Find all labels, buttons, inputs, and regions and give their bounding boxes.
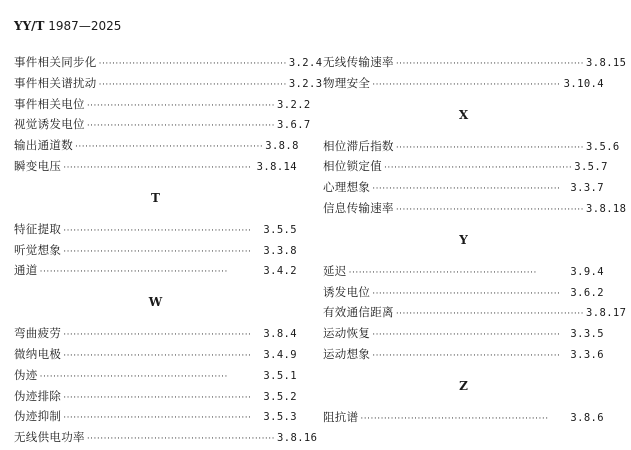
index-term: 事件相关同步化 [14,55,97,69]
clause-reference: 3.5.1 [263,369,297,382]
index-term: 物理安全 [323,75,371,90]
index-column-right [323,52,627,428]
dot-leader: ························································ [372,330,561,341]
index-entry [14,260,297,281]
index-term: 信息传输速率 [323,200,394,215]
index-group [323,136,627,219]
clause-reference: 3.5.3 [263,411,297,424]
dot-leader: ························································ [395,142,585,153]
clause-reference: 3.6.7 [277,119,311,132]
dot-leader: ························································ [395,309,585,320]
index-group [14,219,297,281]
index-term: 运动想象 [323,346,371,361]
index-term: 运动恢复 [323,326,371,341]
clause-reference: 3.3.6 [570,348,604,361]
index-group [323,261,627,365]
clause-reference: 3.8.17 [586,307,627,320]
clause-reference: 3.8.16 [277,432,318,445]
index-entry [14,240,297,261]
dot-leader: ························································ [63,350,252,361]
index-entry [14,427,318,448]
dot-leader: ························································ [384,163,573,174]
dot-leader: ························································ [98,59,287,69]
clause-reference: 3.10.4 [563,77,604,90]
clause-reference: 3.9.4 [570,265,604,278]
dot-leader: ························································ [98,79,287,90]
index-entry [323,156,608,177]
clause-reference: 3.6.2 [570,286,604,299]
index-term: 弯曲疲劳 [14,326,62,341]
index-term: 瞬变电压 [14,158,62,173]
index-letter-x: X [458,107,469,122]
index-term: 通道 [14,263,38,278]
index-term: 输出通道数 [14,138,73,153]
index-term: 事件相关电位 [14,96,85,111]
clause-reference: 3.5.6 [586,140,620,153]
index-term: 视觉诱发电位 [14,117,85,132]
index-column-left [14,52,323,448]
clause-reference: 3.3.7 [570,182,604,195]
index-entry [14,73,323,94]
index-term: 相位滞后指数 [323,138,394,153]
index-entry [14,365,297,386]
index-term: 无线供电功率 [14,430,85,445]
index-entry [14,219,297,240]
clause-reference: 3.8.14 [256,160,297,173]
index-letter-z: Z [459,378,468,393]
clause-reference: 3.2.3 [288,77,323,90]
clause-reference: 3.5.5 [263,223,297,236]
index-entry [323,198,627,219]
document-header [14,18,121,34]
clause-reference: 3.5.2 [263,390,297,403]
clause-reference: 3.3.8 [263,244,297,257]
index-entry [323,136,620,157]
clause-reference: 3.2.4 [288,57,323,69]
index-entry [323,177,604,198]
dot-leader: ························································ [372,350,561,361]
dot-leader: ························································ [372,184,561,195]
dot-leader: ························································ [348,267,537,278]
dot-leader: ························································ [63,392,252,403]
index-entry [14,135,297,156]
index-entry [323,261,604,282]
clause-reference: 3.4.2 [263,265,297,278]
index-entry [14,386,297,407]
index-term: 伪迹排除 [14,388,62,403]
index-group [14,323,318,448]
index-entry [14,406,297,427]
index-entry [14,114,311,135]
index-letter-y: Y [459,232,468,247]
dot-leader: ························································ [63,413,252,424]
index-entry [323,344,604,365]
clause-reference: 3.8.8 [265,140,299,153]
index-entry [323,52,627,73]
index-entry [14,323,297,344]
index-term: 事件相关谱扰动 [14,75,97,90]
dot-leader: ························································ [372,288,561,299]
index-term: 伪迹 [14,367,38,382]
dot-leader: ························································ [360,413,549,424]
index-term: 延迟 [323,263,347,278]
index-entry [323,282,604,303]
index-entry [14,94,311,115]
index-group [14,52,323,177]
index-term: 相位锁定值 [323,159,382,174]
dot-leader: ························································ [39,267,228,278]
index-term: 阻抗谱 [323,409,359,424]
dot-leader: ························································ [63,162,252,173]
standard-years: 1987—2025 [48,19,122,33]
dot-leader: ························································ [86,121,276,132]
dot-leader: ························································ [63,246,252,257]
dot-leader: ························································ [395,59,585,69]
dot-leader: ························································ [39,371,228,382]
clause-reference: 3.8.15 [586,57,627,69]
clause-reference: 3.4.9 [263,348,297,361]
dot-leader: ························································ [86,434,276,445]
dot-leader: ························································ [63,225,252,236]
index-term: 伪迹抑制 [14,409,62,424]
index-term: 无线传输速率 [323,55,394,69]
index-entry [14,344,297,365]
clause-reference: 3.8.6 [570,411,604,424]
dot-leader: ························································ [372,79,561,90]
index-letter-w: W [148,295,163,310]
standard-code: YY/T [14,19,45,33]
index-entry [323,73,604,94]
index-term: 有效通信距离 [323,305,394,320]
clause-reference: 3.3.5 [570,328,604,341]
index-entry [323,323,604,344]
index-entry [323,302,627,323]
dot-leader: ························································ [86,100,276,111]
clause-reference: 3.2.2 [277,98,311,111]
dot-leader: ························································ [63,330,252,341]
index-entry [14,156,297,177]
clause-reference: 3.8.4 [263,328,297,341]
index-letter-t: T [151,190,160,205]
index-term: 心理想象 [323,180,371,195]
dot-leader: ························································ [75,142,264,153]
clause-reference: 3.5.7 [574,161,608,174]
clause-reference: 3.8.18 [586,202,627,215]
dot-leader: ························································ [395,204,585,215]
index-group [323,52,627,94]
index-term: 特征提取 [14,221,62,236]
index-term: 听觉想象 [14,242,62,257]
index-term: 微纳电极 [14,346,62,361]
index-entry [14,52,323,73]
index-entry [323,407,604,428]
index-group [323,407,604,428]
index-term: 诱发电位 [323,284,371,299]
